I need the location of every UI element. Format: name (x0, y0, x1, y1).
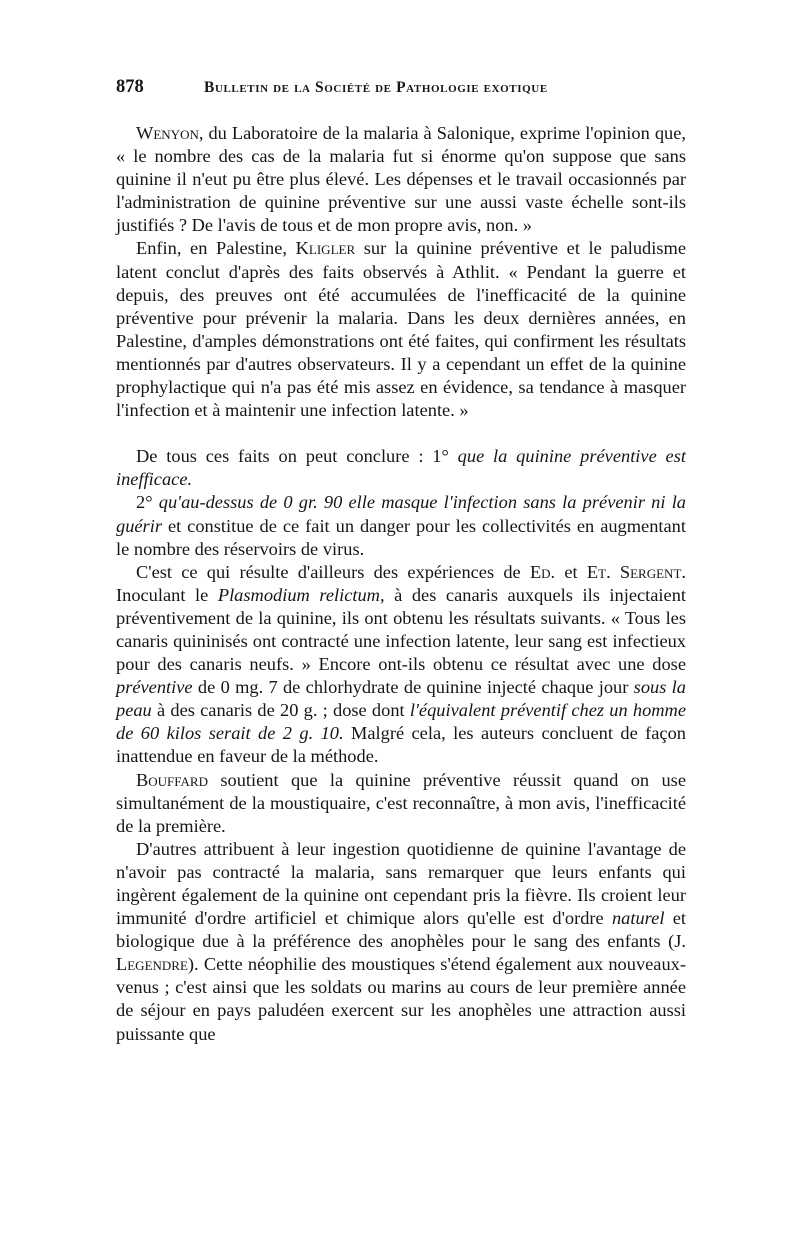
conclusions-section (116, 445, 686, 1045)
author-name: Ed. (529, 561, 556, 582)
paragraph-bouffard: Bouffard soutient que la quinine préventive réussit quand on use simultanément de la moustiquaire, c'est reconnaître, à mon avis, l'inefficacité de la première. (116, 769, 686, 836)
journal-title: Bulletin de la Société de Pathologie exotique (204, 79, 548, 96)
author-name: Kligler (295, 238, 356, 259)
page-number: 878 (116, 77, 144, 97)
author-name: Bouffard (136, 769, 208, 790)
author-name: Legendre (116, 954, 188, 975)
paragraph-conclusion-2: 2° qu'au-dessus de 0 gr. 90 elle masque l'infection sans la prévenir ni la guérir et constitue de ce fait un danger pour les collectivités en augmentant le nombre des réservoirs de virus. (116, 492, 686, 559)
paragraph-wenyon: Wenyon, du Laboratoire de la malaria à Salonique, exprime l'opinion que, « le nombre des cas de la malaria fut si énorme qu'on suppose que sans quinine il n'eut pu être plus élevé. Les dépenses et le travail occasionnés par l'administration de quinine préventive sur une aussi vaste échelle sont-ils justifiés ? De l'avis de tous et de mon propre avis, non. » (116, 123, 686, 236)
running-header (116, 76, 686, 100)
quoted-opinions-section (116, 122, 686, 422)
document-page (116, 76, 686, 1046)
paragraph-immunity: D'autres attribuent à leur ingestion quotidienne de quinine l'avantage de n'avoir pas contracté la malaria, sans remarquer que leurs enfants qui ingèrent également de la quinine ont cependant pris la fièvre. Ils croient leur immunité d'ordre artificiel et chimique alors qu'elle est d'ordre naturel et biologique due à la préférence des anophèles pour le sang des enfants (J. Legendre). Cette néophilie des moustiques s'étend également aux nouveaux-venus ; c'est ainsi que les soldats ou marins au cours de leur première année de séjour en pays paludéen exercent sur les anophèles une attraction aussi puissante que (116, 838, 686, 1044)
paragraph-conclusion-1: De tous ces faits on peut conclure : 1° que la quinine préventive est inefficace. (116, 446, 686, 490)
author-name: Et. Sergent (586, 561, 682, 582)
paragraph-kligler: Enfin, en Palestine, Kligler sur la quinine préventive et le paludisme latent conclut d'après des faits observés à Athlit. « Pendant la guerre et depuis, des preuves ont été accumulées de l'inefficacité de la quinine préventive pour prévenir la malaria. Dans les deux dernières années, en Palestine, d'amples démonstrations ont été faites, qui confirment les résultats mentionnés par d'autres observateurs. Il y a cependant un effet de la quinine prophylactique qui n'a pas été mis assez en évidence, sa tendance à masquer l'infection et à maintenir une infection latente. » (116, 238, 686, 421)
author-name: Wenyon (136, 123, 199, 143)
paragraph-sergent-experiments: C'est ce qui résulte d'ailleurs des expériences de Ed. et Et. Sergent. Inoculant le Plasmodium relictum, à des canaris auxquels ils injectaient préventivement de la quinine, ils ont obtenu les résultats suivants. « Tous les canaris quininisés ont contracté une infection latente, leur sang est infectieux pour des canaris neufs. » Encore ont-ils obtenu ce résultat avec une dose préventive de 0 mg. 7 de chlorhydrate de quinine injecté chaque jour sous la peau à des canaris de 20 g. ; dose dont l'équivalent préventif chez un homme de 60 kilos serait de 2 g. 10. Malgré cela, les auteurs concluent de façon inattendue en faveur de la méthode. (116, 561, 687, 767)
